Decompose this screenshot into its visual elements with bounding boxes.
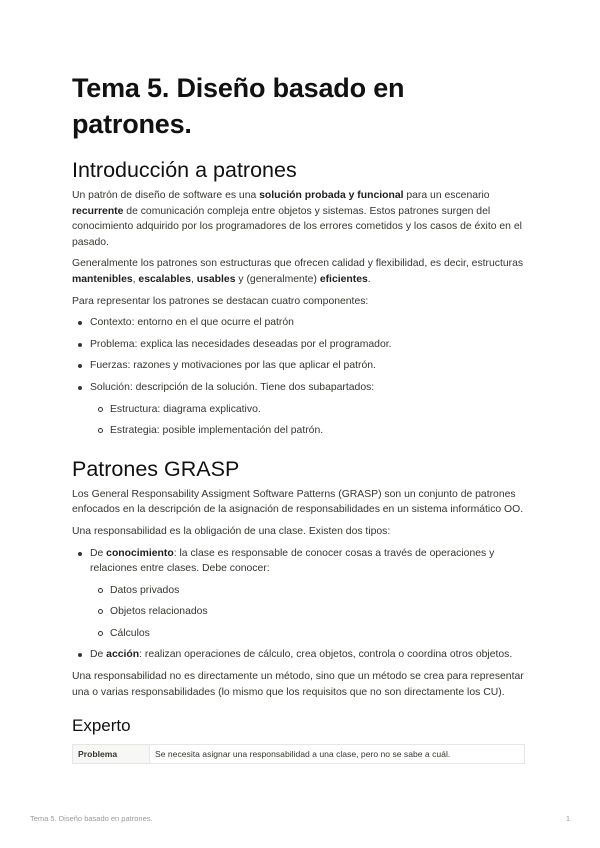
text-run: de comunicación compleja entre objetos y sistemas. Estos patrones surgen del conocimiento adquirido por los programadores de los errores cometidos y los casos de éxito en el pasado. [72,205,522,248]
section-heading-grasp: Patrones GRASP [72,456,240,481]
list-item: Cálculos [110,626,528,642]
knowledge-list [90,583,528,642]
text-run: Un patrón de diseño de software es una [72,190,260,201]
list-item [90,546,528,642]
table-row [73,745,525,764]
document-page [72,70,528,764]
list-item: Datos privados [110,583,528,599]
grasp-paragraph-2: Una responsabilidad es la obligación de una clase. Existen dos tipos: [72,525,391,537]
intro-paragraph-1 [72,188,528,250]
page-number: 1 [565,814,570,823]
intro-paragraph-2 [72,256,528,287]
subparts-list [90,402,528,439]
list-item: Objetos relacionados [110,604,528,620]
bold-run: eficientes [319,273,368,285]
bold-run: usables [196,273,236,285]
list-item [90,380,528,439]
list-item-text: Solución: descripción de la solución. Tiene dos subapartados: [90,381,375,393]
text-run: : la clase es responsable de conocer cosas a través de operaciones y relaciones entre clases. Debe conocer: [90,547,495,575]
text-run: : realizan operaciones de cálculo, crea objetos, controla o coordina otros objetos. [139,649,513,661]
text-run: , [191,273,197,285]
bold-run: recurrente [72,205,124,217]
text-run: y (generalmente) [235,273,320,285]
section-heading-intro: Introducción a patrones [72,158,297,182]
text-run: . [367,273,371,285]
list-item [90,647,528,663]
text-run: De [90,547,107,559]
responsibility-types-list [72,546,528,664]
bold-run: escalables [138,273,191,285]
list-item: Contexto: entorno en el que ocurre el patrón [90,315,528,331]
text-run: Generalmente los patrones son estructuras que ofrecen calidad y flexibilidad, es decir, estructuras [72,258,524,270]
grasp-paragraph-1: Los General Responsability Assigment Software Patterns (GRASP) son un conjunto de patrones enfocados en la descripción de la asignación de responsabilidades en un sistema informático OO. [72,488,524,516]
section-heading-experto: Experto [72,716,131,736]
table-value-cell: Se necesita asignar una responsabilidad a una clase, pero no se sabe a cuál. [150,745,525,764]
bold-run: mantenibles [72,273,133,285]
intro-paragraph-3: Para representar los patrones se destacan cuatro componentes: [72,295,369,307]
table-key-cell: Problema [73,745,150,764]
text-run: , [132,273,139,285]
list-item: Fuerzas: razones y motivaciones por las que aplicar el patrón. [90,358,528,374]
bold-run: conocimiento [106,547,174,559]
text-run: para un escenario [403,190,490,201]
grasp-paragraph-3: Una responsabilidad no es directamente un método, sino que un método se crea para representar una o varias responsabilidades (lo mismo que los requisitos que no son directamente los CU). [72,671,524,698]
components-list [72,315,528,439]
list-item: Problema: explica las necesidades deseadas por el programador. [90,337,528,353]
list-item: Estructura: diagrama explicativo. [110,402,528,418]
text-run: De [90,649,107,661]
bold-run: acción [106,649,140,661]
document-title: Tema 5. Diseño basado en patrones. [72,73,405,139]
bold-run: solución probada y funcional [259,190,404,201]
experto-table [72,744,525,764]
footer-title: Tema 5. Diseño basado en patrones. [30,814,153,823]
list-item: Estrategia: posible implementación del patrón. [110,423,528,439]
